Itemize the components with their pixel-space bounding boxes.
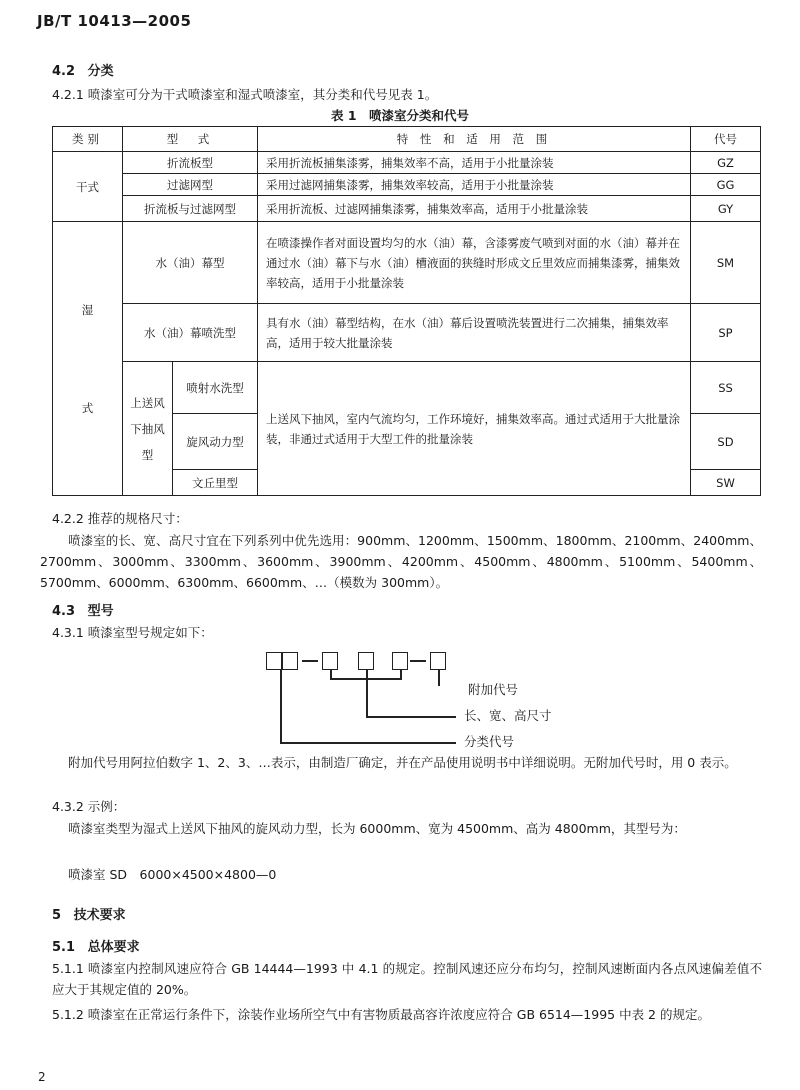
label-dimensions: 长、宽、高尺寸 <box>464 708 552 723</box>
category-wet <box>53 222 123 496</box>
desc-cell: 采用过滤网捕集漆雾，捕集效率较高，适用于小批量涂装 <box>258 174 691 196</box>
section-title: 技术要求 <box>73 908 126 923</box>
type-cell: 水（油）幕喷洗型 <box>123 304 258 362</box>
label-extra-code: 附加代号 <box>468 682 519 697</box>
table-row <box>53 304 761 362</box>
desc-cell: 具有水（油）幕型结构，在水（油）幕后设置喷洗装置进行二次捕集，捕集效率高，适用于较大批量涂装 <box>258 304 691 362</box>
section-title: 型号 <box>87 604 114 619</box>
document-header: JB/T 10413—2005 <box>37 12 192 30</box>
code-box <box>322 652 338 670</box>
para-5-1-1: 5.1.1 喷漆室内控制风速应符合 GB 14444—1993 中 4.1 的规定。控制风速还应分布均匀，控制风速断面内各点风速偏差值不应大于其规定值的 20%。 <box>52 961 762 997</box>
section-5-heading <box>52 904 126 923</box>
wet-label-top: 湿 <box>81 302 94 317</box>
section-title: 分类 <box>87 64 114 79</box>
para-4-2-2-title: 4.2.2 推荐的规格尺寸： <box>52 511 188 526</box>
dash <box>302 660 318 662</box>
para-4-3-1: 4.3.1 喷漆室型号规定如下： <box>52 625 213 640</box>
type-cell: 喷射水洗型 <box>173 362 258 414</box>
header-features: 特 性 和 适 用 范 围 <box>258 127 691 152</box>
leader-line <box>438 670 440 686</box>
code-box <box>392 652 408 670</box>
sub-category-cell: 上送风下抽风型 <box>123 362 173 496</box>
header-type: 型 式 <box>123 127 258 152</box>
table-row <box>53 196 761 222</box>
code-cell: GY <box>691 196 761 222</box>
code-box <box>282 652 298 670</box>
model-example: 喷漆室 SD 6000×4500×4800—0 <box>68 867 277 882</box>
section-number: 5.1 <box>52 940 76 955</box>
section-4-2-heading <box>52 60 114 79</box>
shared-desc-cell: 上送风下抽风，室内气流均匀，工作环境好，捕集效率高。通过式适用于大批量涂装，非通过式适用于大型工件的批量涂装 <box>258 362 691 496</box>
type-cell: 水（油）幕型 <box>123 222 258 304</box>
para-4-2-1: 4.2.1 喷漆室可分为干式喷漆室和湿式喷漆室，其分类和代号见表 1。 <box>52 87 438 102</box>
leader-line <box>366 716 456 718</box>
para-5-1-2: 5.1.2 喷漆室在正常运行条件下，涂装作业场所空气中有害物质最高容许浓度应符合 GB 6514—1995 中表 2 的规定。 <box>52 1007 710 1022</box>
classification-table <box>52 126 761 496</box>
code-cell: SW <box>691 470 761 496</box>
table-row <box>53 174 761 196</box>
section-number: 4.2 <box>52 64 76 79</box>
code-cell: SP <box>691 304 761 362</box>
code-cell: SD <box>691 414 761 470</box>
type-cell: 折流板与过滤网型 <box>123 196 258 222</box>
para-extra-note: 附加代号用阿拉伯数字 1、2、3、…表示，由制造厂确定，并在产品使用说明书中详细说明。无附加代号时，用 0 表示。 <box>68 755 737 770</box>
code-cell: SS <box>691 362 761 414</box>
section-number: 4.3 <box>52 604 76 619</box>
section-number: 5 <box>52 908 62 923</box>
table-caption: 表 1 喷漆室分类和代号 <box>330 108 470 123</box>
code-box <box>266 652 282 670</box>
table-row <box>53 222 761 304</box>
leader-line <box>366 678 368 716</box>
table-row <box>53 152 761 174</box>
header-category: 类别 <box>53 127 123 152</box>
type-cell: 文丘里型 <box>173 470 258 496</box>
para-4-3-2-title: 4.3.2 示例： <box>52 799 126 814</box>
category-dry: 干式 <box>53 152 123 222</box>
code-box <box>358 652 374 670</box>
desc-cell: 采用折流板捕集漆雾，捕集效率不高，适用于小批量涂装 <box>258 152 691 174</box>
section-title: 总体要求 <box>87 940 140 955</box>
section-4-3-heading <box>52 600 114 619</box>
leader-line <box>400 670 402 678</box>
code-cell: SM <box>691 222 761 304</box>
code-cell: GZ <box>691 152 761 174</box>
page-number: 2 <box>38 1070 46 1084</box>
table-row <box>53 362 761 414</box>
para-4-3-2-body: 喷漆室类型为湿式上送风下抽风的旋风动力型，长为 6000mm、宽为 4500mm、高为 4800mm，其型号为： <box>68 821 686 836</box>
para-4-2-2-body: 喷漆室的长、宽、高尺寸宜在下列系列中优先选用：900mm、1200mm、1500mm、1800mm、2100mm、2400mm、2700mm、3000mm、3300mm、3600mm、3900mm、4200mm、4500mm、4800mm、5100mm、5400mm、5700mm、6000mm、6300mm、6600mm、…（模数为 300mm）。 <box>40 533 762 590</box>
wet-label-bottom: 式 <box>81 400 94 415</box>
code-box <box>430 652 446 670</box>
label-class-code: 分类代号 <box>464 734 515 749</box>
code-cell: GG <box>691 174 761 196</box>
header-code: 代号 <box>691 127 761 152</box>
leader-line <box>366 670 368 678</box>
type-cell: 旋风动力型 <box>173 414 258 470</box>
leader-line <box>280 670 282 742</box>
desc-cell: 在喷漆操作者对面设置均匀的水（油）幕，含漆雾废气喷到对面的水（油）幕并在通过水（油）幕下与水（油）槽液面的狭缝时形成文丘里效应而捕集漆雾，捕集效率较高，适用于小批量涂装 <box>258 222 691 304</box>
leader-line <box>280 742 456 744</box>
desc-cell: 采用折流板、过滤网捕集漆雾，捕集效率高，适用于小批量涂装 <box>258 196 691 222</box>
type-cell: 折流板型 <box>123 152 258 174</box>
section-5-1-heading <box>52 936 140 955</box>
dash <box>410 660 426 662</box>
type-cell: 过滤网型 <box>123 174 258 196</box>
leader-line <box>330 670 332 678</box>
